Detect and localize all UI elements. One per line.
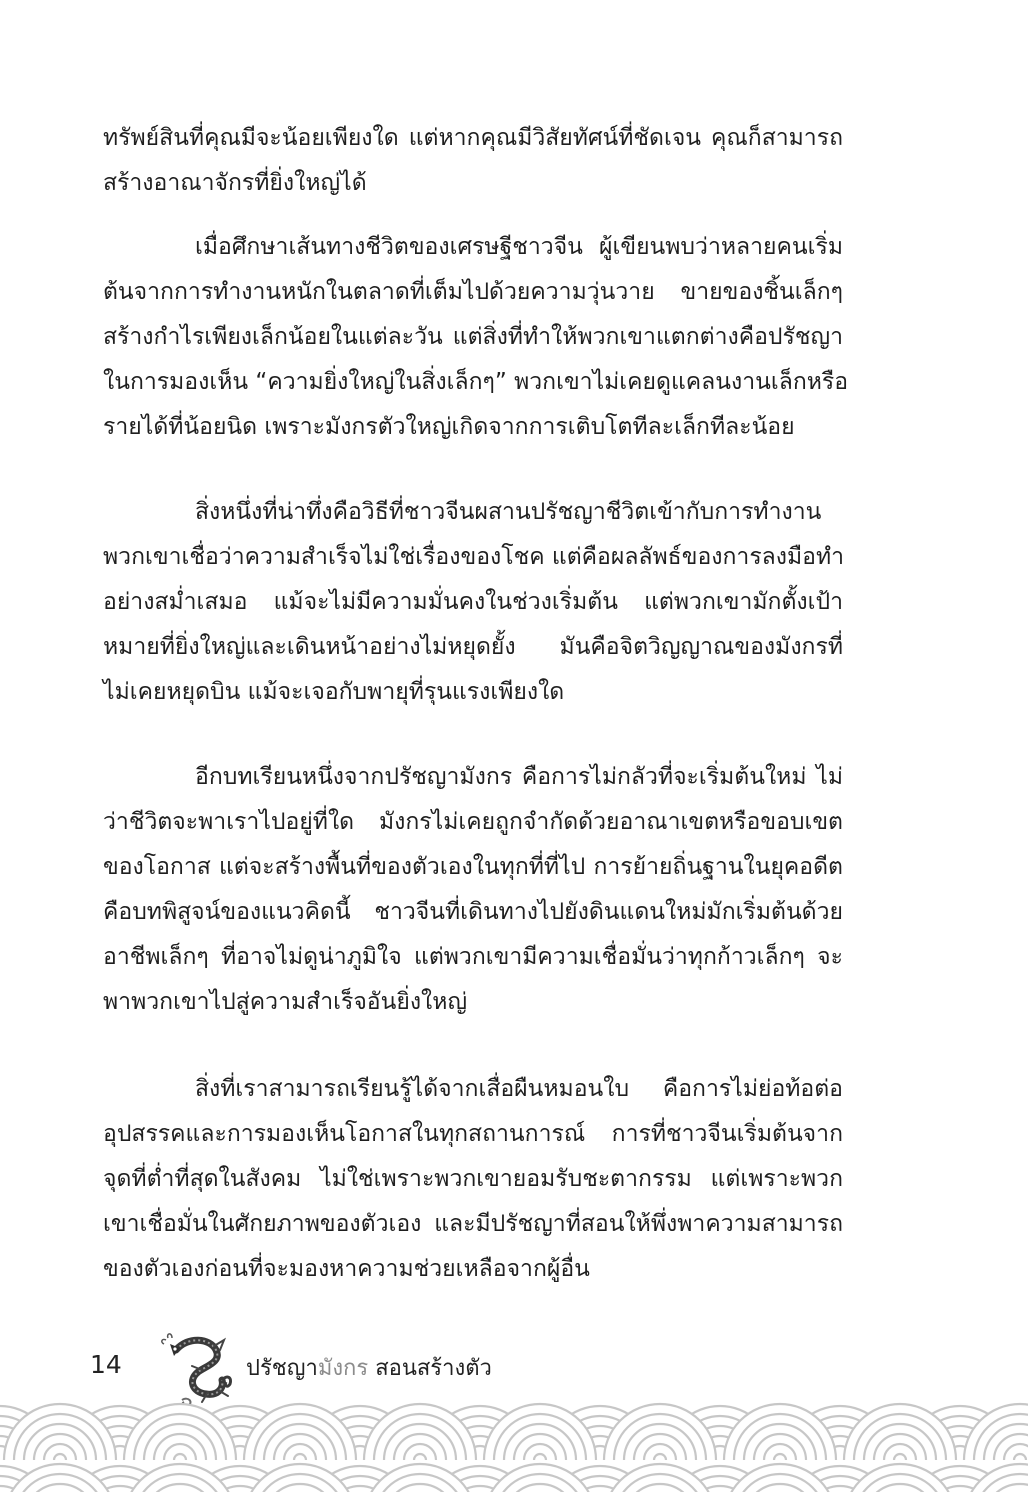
book-title-accent: มังกร <box>317 1356 369 1381</box>
text-line: คือบทพิสูจน์ของแนวคิดนี้ ชาวจีนที่เดินทางไปยังดินแดนใหม่มักเริ่มต้นด้วย <box>103 899 843 925</box>
text-line: หมายที่ยิ่งใหญ่และเดินหน้าอย่างไม่หยุดยั้ง มันคือจิตวิญญาณของมังกรที่ <box>103 634 843 660</box>
text-line: ต้นจากการทำงานหนักในตลาดที่เต็มไปด้วยความวุ่นวาย ขายของชิ้นเล็กๆ <box>103 279 843 305</box>
wave-pattern-border <box>0 1400 1028 1492</box>
text-line: สิ่งหนึ่งที่น่าทึ่งคือวิธีที่ชาวจีนผสานปรัชญาชีวิตเข้ากับการทำงาน <box>195 499 822 525</box>
text-line: รายได้ที่น้อยนิด เพราะมังกรตัวใหญ่เกิดจากการเติบโตทีละเล็กทีละน้อย <box>103 414 795 440</box>
paragraph-3 <box>103 490 843 715</box>
text-line: สร้างกำไรเพียงเล็กน้อยในแต่ละวัน แต่สิ่งที่ทำให้พวกเขาแตกต่างคือปรัชญา <box>103 324 843 350</box>
paragraph-2 <box>103 225 849 450</box>
paragraph-1 <box>103 116 843 206</box>
book-title-part: สอนสร้างตัว <box>368 1356 492 1381</box>
paragraph-5 <box>103 1067 843 1292</box>
text-line: ของตัวเองก่อนที่จะมองหาความช่วยเหลือจากผู้อื่น <box>103 1256 590 1282</box>
text-line: จุดที่ต่ำที่สุดในสังคม ไม่ใช่เพราะพวกเขายอมรับชะตากรรม แต่เพราะพวก <box>103 1166 843 1192</box>
text-line: อีกบทเรียนหนึ่งจากปรัชญามังกร คือการไม่กลัวที่จะเริ่มต้นใหม่ ไม่ <box>195 764 843 790</box>
page-footer <box>0 1330 1028 1410</box>
text-line: อาชีพเล็กๆ ที่อาจไม่ดูน่าภูมิใจ แต่พวกเขามีความเชื่อมั่นว่าทุกก้าวเล็กๆ จะ <box>103 944 843 970</box>
text-line: ในการมองเห็น “ความยิ่งใหญ่ในสิ่งเล็กๆ” พวกเขาไม่เคยดูแคลนงานเล็กหรือ <box>103 369 849 395</box>
text-line: อุปสรรคและการมองเห็นโอกาสในทุกสถานการณ์ การที่ชาวจีนเริ่มต้นจาก <box>103 1121 843 1147</box>
text-line: ทรัพย์สินที่คุณมีจะน้อยเพียงใด แต่หากคุณมีวิสัยทัศน์ที่ชัดเจน คุณก็สามารถ <box>103 125 843 151</box>
text-line: อย่างสม่ำเสมอ แม้จะไม่มีความมั่นคงในช่วงเริ่มต้น แต่พวกเขามักตั้งเป้า <box>103 589 843 615</box>
page-number: 14 <box>90 1350 122 1379</box>
text-line: เมื่อศึกษาเส้นทางชีวิตของเศรษฐีชาวจีน ผู้เขียนพบว่าหลายคนเริ่ม <box>195 234 843 260</box>
text-line: ไม่เคยหยุดบิน แม้จะเจอกับพายุที่รุนแรงเพียงใด <box>103 679 565 705</box>
paragraph-4 <box>103 755 843 1025</box>
book-title <box>246 1350 492 1385</box>
book-title-part: ปรัชญา <box>246 1356 318 1381</box>
text-line: สิ่งที่เราสามารถเรียนรู้ได้จากเสื่อผืนหมอนใบ คือการไม่ย่อท้อต่อ <box>195 1076 843 1102</box>
text-line: ของโอกาส แต่จะสร้างพื้นที่ของตัวเองในทุกที่ที่ไป การย้ายถิ่นฐานในยุคอดีต <box>103 854 843 880</box>
text-line: พาพวกเขาไปสู่ความสำเร็จอันยิ่งใหญ่ <box>103 989 468 1015</box>
text-line: สร้างอาณาจักรที่ยิ่งใหญ่ได้ <box>103 170 367 196</box>
text-line: เขาเชื่อมั่นในศักยภาพของตัวเอง และมีปรัชญาที่สอนให้พึ่งพาความสามารถ <box>103 1211 843 1237</box>
text-line: ว่าชีวิตจะพาเราไปอยู่ที่ใด มังกรไม่เคยถูกจำกัดด้วยอาณาเขตหรือขอบเขต <box>103 809 843 835</box>
text-line: พวกเขาเชื่อว่าความสำเร็จไม่ใช่เรื่องของโชค แต่คือผลลัพธ์ของการลงมือทำ <box>103 544 845 570</box>
